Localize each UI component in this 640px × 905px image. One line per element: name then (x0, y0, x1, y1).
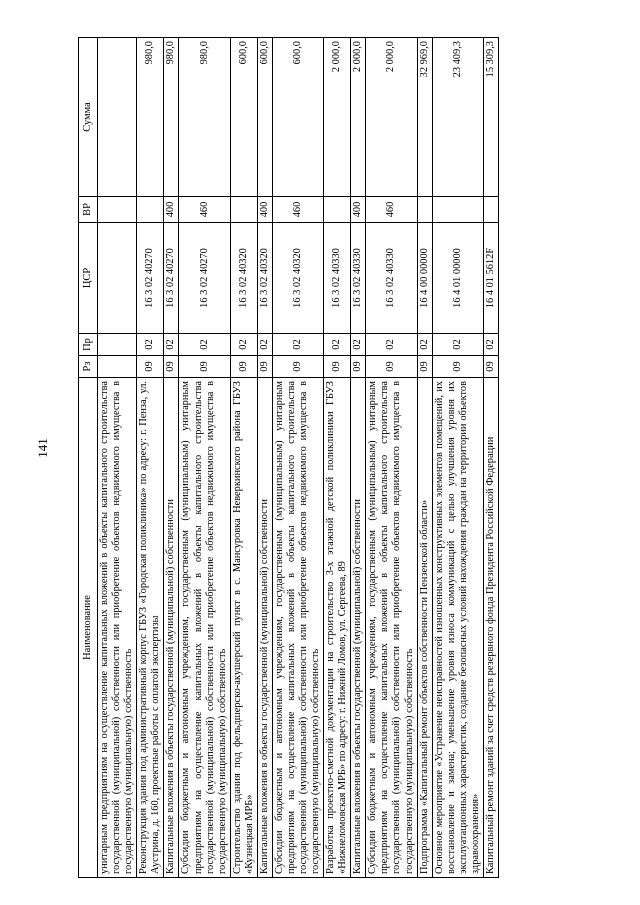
cell-name: Субсидии бюджетным и автономным учреждениям, государственным (муниципальным) унитарным предприятиям на осуществление капитальных вложений в объекты капитального строительства государственной (муниципальной) собственности или приобретение объектов недвижимого имущества в государственную (муниципальную) собственность (366, 378, 417, 878)
header-vr: ВР (79, 197, 98, 223)
table-row (272, 38, 323, 878)
table-row (257, 38, 272, 878)
cell-csr: 16 3 02 40320 (257, 223, 272, 334)
cell-vr (324, 197, 351, 223)
table-row (483, 38, 498, 878)
cell-vr (432, 197, 483, 223)
cell-sum: 15 309,3 (483, 38, 498, 197)
cell-csr: 16 4 00 00000 (417, 223, 432, 334)
cell-csr: 16 3 02 40320 (230, 223, 257, 334)
table-row (351, 38, 366, 878)
cell-rz: 09 (179, 356, 230, 378)
cell-pr: 02 (230, 334, 257, 356)
cell-sum: 980,0 (164, 38, 179, 197)
cell-vr (230, 197, 257, 223)
table-header-row (79, 38, 98, 878)
cell-vr (483, 197, 498, 223)
header-csr: ЦСР (79, 223, 98, 334)
cell-pr: 02 (179, 334, 230, 356)
cell-name: Субсидии бюджетным и автономным учреждениям, государственным (муниципальным) унитарным предприятиям на осуществление капитальных вложений в объекты капитального строительства государственной (муниципальной) собственности или приобретение объектов недвижимого имущества в государственную (муниципальную) собственность (272, 378, 323, 878)
cell-sum: 980,0 (137, 38, 164, 197)
cell-vr: 400 (257, 197, 272, 223)
cell-pr (98, 334, 137, 356)
cell-csr: 16 3 02 40330 (324, 223, 351, 334)
cell-name: Основное мероприятие «Устранение неисправностей изношенных конструктивных элементов помещений, их восстановление и замена; уменьшение уровня износа коммуникаций с целью улучшения уровня их эксплуатационных характеристик, создание безопасных условий нахождения граждан на территории объектов здравоохранения» (432, 378, 483, 878)
cell-rz: 09 (230, 356, 257, 378)
budget-table (78, 37, 499, 878)
cell-vr (137, 197, 164, 223)
table-row (417, 38, 432, 878)
table-row (98, 38, 137, 878)
cell-pr: 02 (366, 334, 417, 356)
cell-pr: 02 (324, 334, 351, 356)
cell-sum: 600,0 (257, 38, 272, 197)
cell-pr: 02 (417, 334, 432, 356)
cell-pr: 02 (257, 334, 272, 356)
table-row (324, 38, 351, 878)
header-name: Наименование (79, 378, 98, 878)
cell-rz: 09 (137, 356, 164, 378)
cell-csr: 16 3 02 40330 (351, 223, 366, 334)
header-rz: Рз (79, 356, 98, 378)
cell-sum: 600,0 (272, 38, 323, 197)
cell-vr: 460 (179, 197, 230, 223)
cell-csr: 16 4 01 5612F (483, 223, 498, 334)
cell-name: Подпрограмма «Капитальный ремонт объектов собственности Пензенской области» (417, 378, 432, 878)
cell-csr: 16 3 02 40270 (164, 223, 179, 334)
cell-rz: 09 (272, 356, 323, 378)
cell-sum: 980,0 (179, 38, 230, 197)
cell-csr: 16 3 02 40320 (272, 223, 323, 334)
cell-pr: 02 (432, 334, 483, 356)
table-row (179, 38, 230, 878)
table-row (366, 38, 417, 878)
cell-rz: 09 (257, 356, 272, 378)
cell-rz: 09 (366, 356, 417, 378)
cell-pr: 02 (137, 334, 164, 356)
cell-vr: 400 (164, 197, 179, 223)
cell-pr: 02 (272, 334, 323, 356)
cell-rz: 09 (417, 356, 432, 378)
cell-vr: 400 (351, 197, 366, 223)
cell-name: унитарным предприятиям на осуществление капитальных вложений в объекты капитального строительства государственной (муниципальной) собственности или приобретение объектов недвижимого имущества в государственную (муниципальную) собственность (98, 378, 137, 878)
table-row (432, 38, 483, 878)
cell-name: Капитальные вложения в объекты государственной (муниципальной) собственности (351, 378, 366, 878)
cell-vr: 460 (366, 197, 417, 223)
cell-name: Реконструкция здания под административный корпус ГБУЗ «Городская поликлиника» по адресу: г. Пенза, ул. Аустрина, д. 160, проектные работы с оплатой экспертизы (137, 378, 164, 878)
rotated-budget-table (78, 38, 499, 878)
table-row (164, 38, 179, 878)
cell-sum: 600,0 (230, 38, 257, 197)
cell-name: Капитальный ремонт зданий за счет средств резервного фонда Президента Российской Федерации (483, 378, 498, 878)
table-row (230, 38, 257, 878)
table-row (137, 38, 164, 878)
cell-csr: 16 3 02 40270 (137, 223, 164, 334)
cell-rz (98, 356, 137, 378)
cell-rz: 09 (351, 356, 366, 378)
page-number: 141 (35, 438, 50, 458)
cell-vr (98, 197, 137, 223)
cell-pr: 02 (164, 334, 179, 356)
cell-csr: 16 3 02 40270 (179, 223, 230, 334)
cell-pr: 02 (483, 334, 498, 356)
cell-name: Капитальные вложения в объекты государственной (муниципальной) собственности (257, 378, 272, 878)
table-body (98, 38, 499, 878)
cell-sum (98, 38, 137, 197)
header-sum: Сумма (79, 38, 98, 197)
header-pr: Пр (79, 334, 98, 356)
cell-sum: 32 969,0 (417, 38, 432, 197)
cell-rz: 09 (324, 356, 351, 378)
cell-csr: 16 4 01 00000 (432, 223, 483, 334)
cell-rz: 09 (164, 356, 179, 378)
cell-rz: 09 (432, 356, 483, 378)
cell-sum: 2 000,0 (366, 38, 417, 197)
cell-vr (417, 197, 432, 223)
cell-sum: 2 000,0 (351, 38, 366, 197)
cell-pr: 02 (351, 334, 366, 356)
cell-name: Разработка проектно-сметной документации на строительство 3-х этажной детской поликлиники ГБУЗ «Нижнеломовская МРБ» по адресу: г. Нижний Ломов, ул. Сергеева, 89 (324, 378, 351, 878)
cell-name: Субсидии бюджетным и автономным учреждениям, государственным (муниципальным) унитарным предприятиям на осуществление капитальных вложений в объекты капитального строительства государственной (муниципальной) собственности или приобретение объектов недвижимого имущества в государственную (муниципальную) собственность (179, 378, 230, 878)
cell-vr: 460 (272, 197, 323, 223)
cell-name: Капитальные вложения в объекты государственной (муниципальной) собственности (164, 378, 179, 878)
cell-sum: 23 409,3 (432, 38, 483, 197)
cell-sum: 2 000,0 (324, 38, 351, 197)
cell-csr: 16 3 02 40330 (366, 223, 417, 334)
cell-csr (98, 223, 137, 334)
cell-rz: 09 (483, 356, 498, 378)
cell-name: Строительство здания под фельдшерско-акушерский пункт в с. Мансуровка Неверкинского района ГБУЗ «Кузнецкая МРБ» (230, 378, 257, 878)
